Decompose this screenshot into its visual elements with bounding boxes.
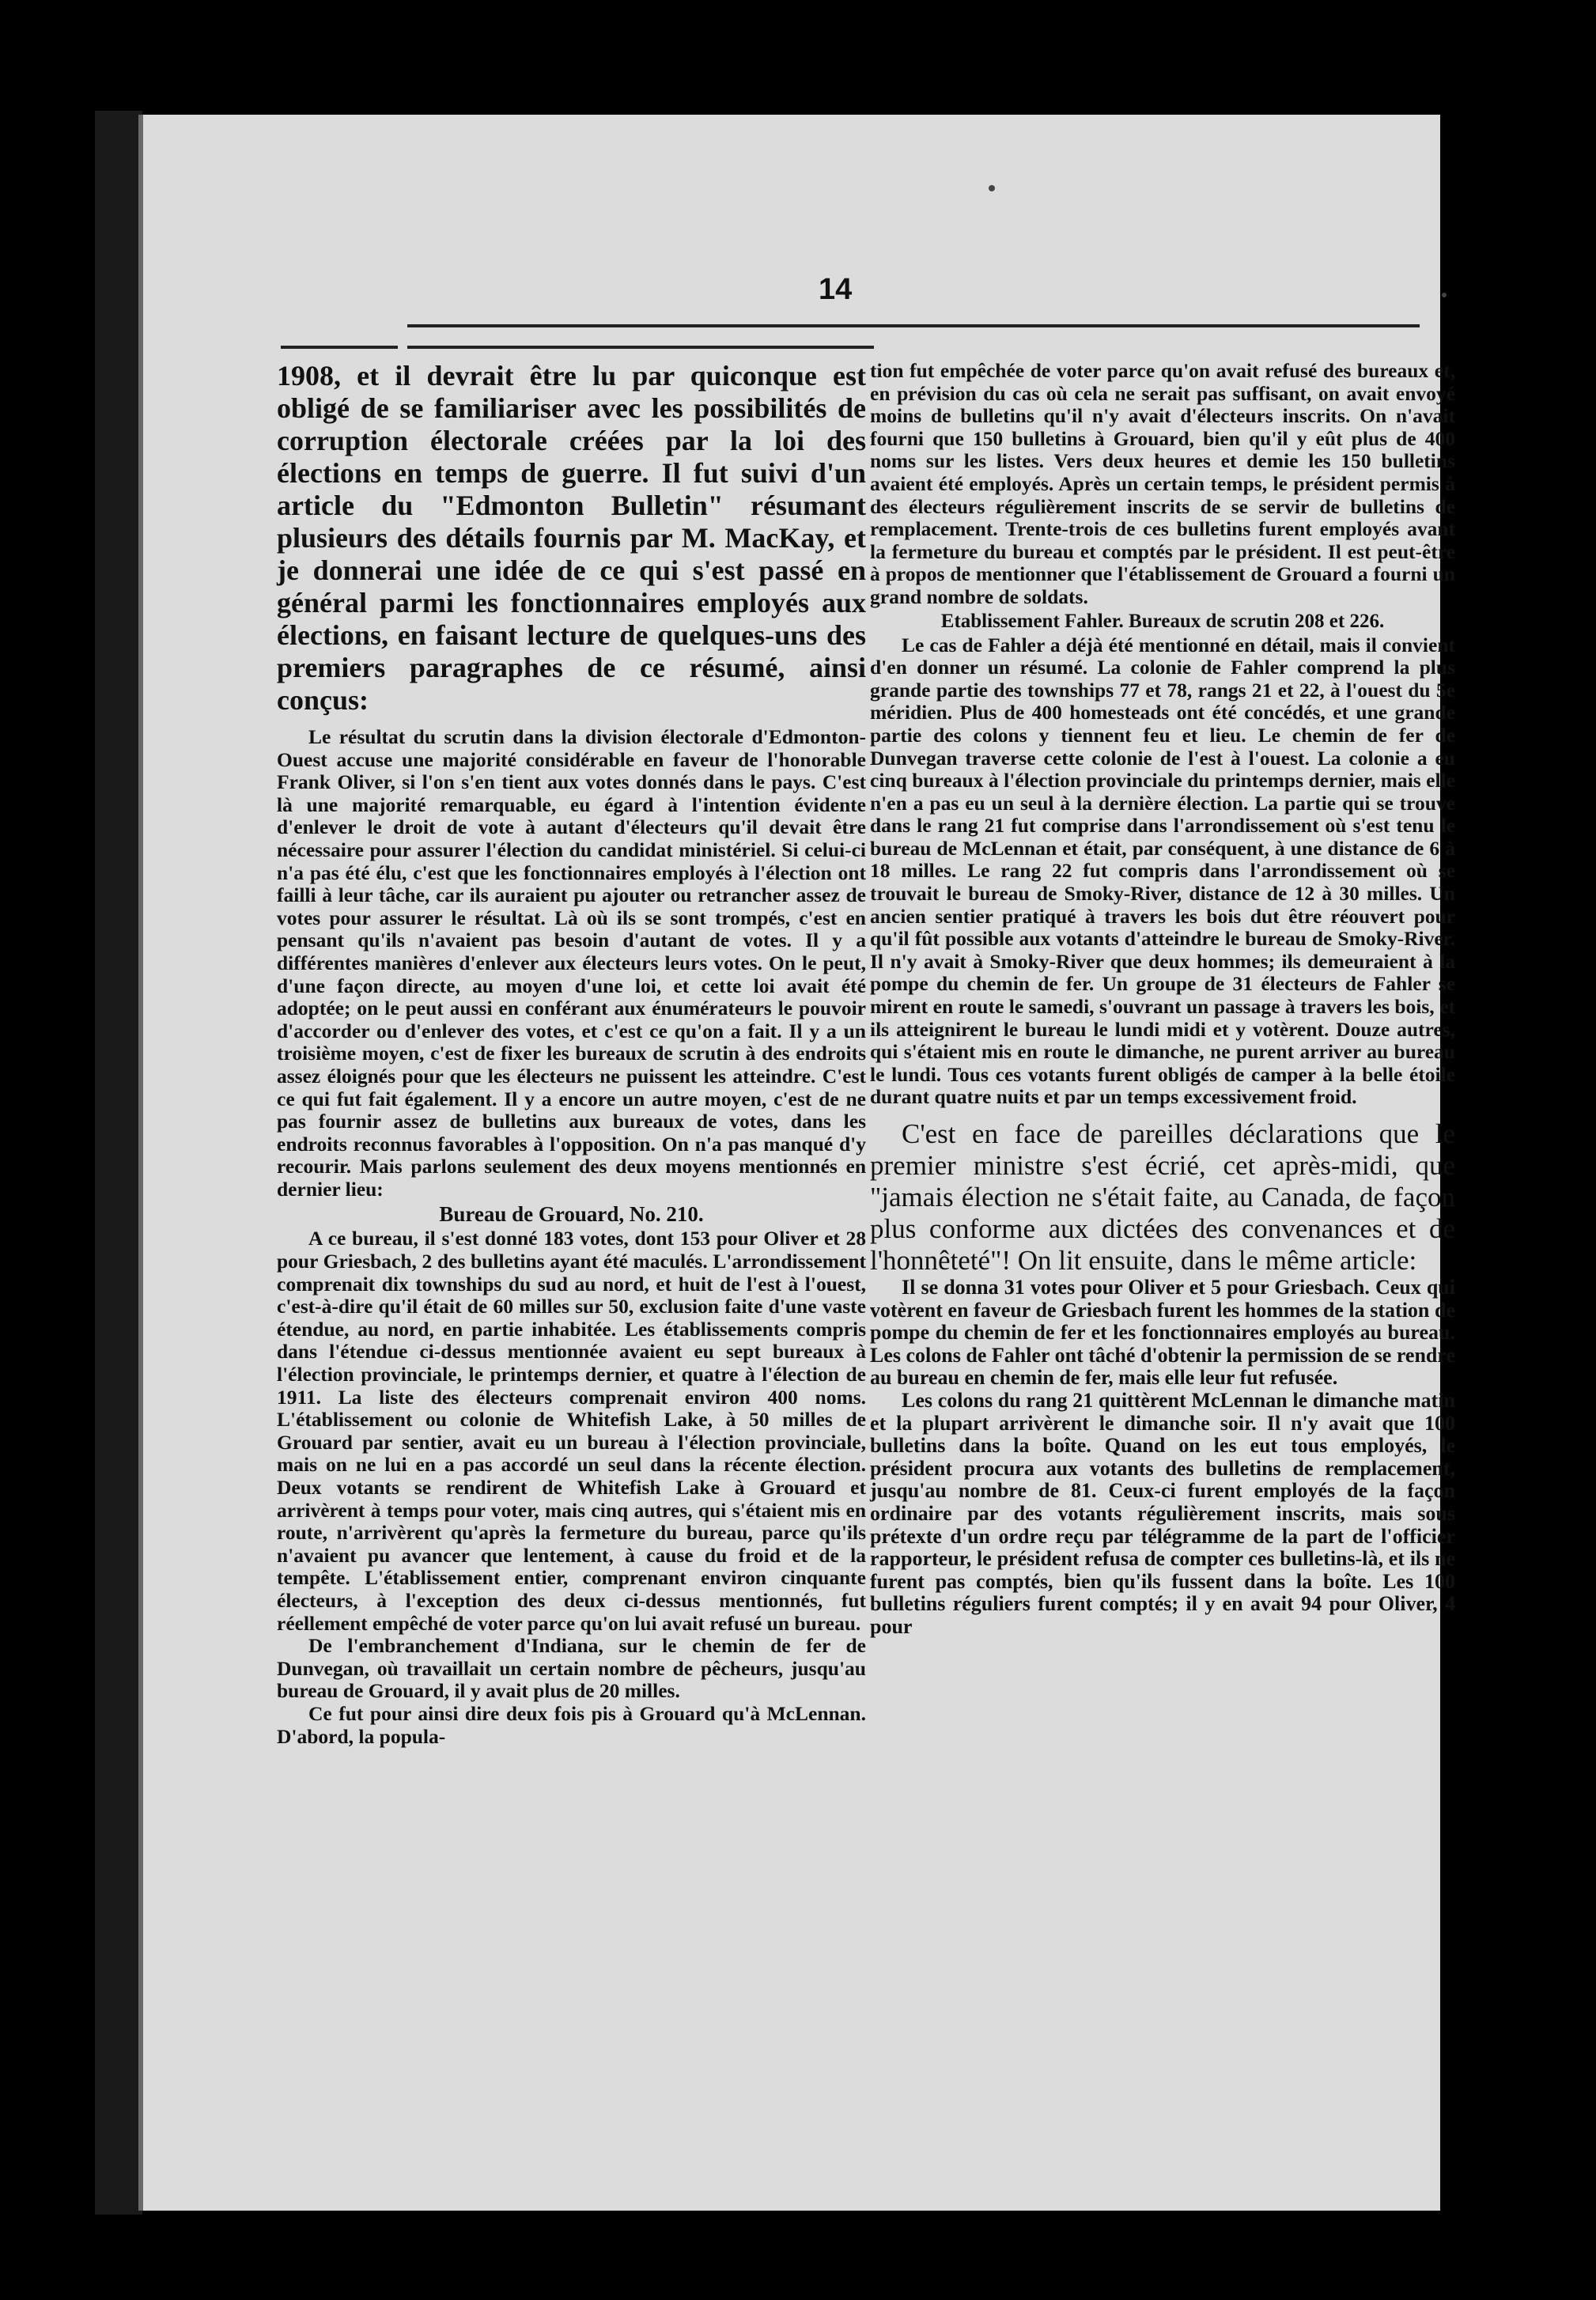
quote-paragraph: Le cas de Fahler a déjà été mentionné en détail, mais il convient d'en donner un résumé. La colonie de Fahler comprend la plus grande partie des townships 77 et 78, rangs 21 et 22, à l'ouest du 5e méridien. Plus de 400 homesteads ont été concédés, et une grande partie des colons y tiennent feu et lieu. Le chemin de fer de Dunvegan traverse cette colonie de l'est à l'ouest. La colonie a eu cinq bureaux à l'élection provinciale du printemps dernier, mais elle n'en a pas eu un seul à la dernière élection. La partie qui se trouve dans le rang 21 fut comprise dans l'arrondissement où s'est tenu le bureau de McLennan et était, par conséquent, à une distance de 6 à 18 milles. Le rang 22 fut compris dans l'arrondissement où se trouvait le bureau de Smoky-River, distance de 12 à 30 milles. Un ancien sentier pratiqué à travers les bois dut être réouvert pour qu'il fût possible aux votants d'atteindre le bureau de Smoky-River. Il n'y avait à Smoky-River que deux hommes; ils demeuraient à la pompe du chemin de fer. Un groupe de 31 électeurs de Fahler se mirent en route le samedi, s'ouvrant un passage à travers les bois, et ils atteignirent le bureau le lundi midi et y votèrent. Douze autres, qui s'étaient mis en route le dimanche, ne purent arriver au bureau le lundi. Tous ces votants furent obligés de camper à la belle étoile durant quatre nuits et par un temps excessivement froid. <box>870 633 1455 1109</box>
section-heading: Bureau de Grouard, No. 210. <box>439 1202 704 1227</box>
scan-speck <box>989 185 995 191</box>
quote-paragraph: tion fut empêchée de voter parce qu'on avait refusé des bureaux et, en prévision du cas où cela ne serait pas suffisant, on avait envoyé moins de bulletins qu'il n'y avait d'électeurs inscrits. On n'avait fourni que 150 bulletins à Grouard, bien qu'il y eût plus de 400 noms sur les listes. Vers deux heures et demie les 150 bulletins avaient été employés. Après un certain temps, le président permis à des électeurs régulièrement inscrits de se servir de bulletins de remplacement. Trente-trois de ces bulletins furent employés avant la fermeture du bureau et comptés par le président. Il est peut-être à propos de mentionner que l'établissement de Grouard a fourni un grand nombre de soldats. <box>870 359 1455 608</box>
scan-margin-strip <box>95 111 142 2215</box>
speech-paragraph: C'est en face de pareilles déclarations que le premier ministre s'est écrié, cet après-midi, que "jamais élection ne s'était faite, au Canada, de façon plus conforme aux dictées des convenances et de l'honnêteté"! On lit ensuite, dans le même article: <box>870 1118 1455 1276</box>
right-column <box>870 360 1455 1639</box>
section-heading: Etablissement Fahler. Bureaux de scrutin 208 et 226. <box>940 610 1385 632</box>
page-number: 14 <box>819 273 853 306</box>
column-rule-left-long <box>407 346 874 349</box>
header-rule <box>407 324 1420 327</box>
quote-paragraph: A ce bureau, il s'est donné 183 votes, dont 153 pour Oliver et 28 pour Griesbach, 2 des bulletins ayant été maculés. L'arrondissement comprenait dix townships du sud au nord, et huit de l'est à l'ouest, c'est-à-dire qu'il était de 60 milles sur 50, exclusion faite d'une vaste étendue, au nord, en partie inhabitée. Les établissements compris dans l'étendue ci-dessus mentionnée avaient eu sept bureaux à l'élection provinciale, le printemps dernier, et quatre à l'élection de 1911. La liste des électeurs comprenait environ 400 noms. L'établissement ou colonie de Whitefish Lake, à 50 milles de Grouard par sentier, avait eu un bureau à l'élection provinciale, mais on ne lui en a pas accordé un seul dans la récente élection. Deux votants se rendirent de Whitefish Lake à Grouard et arrivèrent à temps pour voter, mais cinq autres, qui s'étaient mis en route, n'arrivèrent qu'après la fermeture du bureau, parce qu'ils n'avaient pu avancer que lentement, à cause du froid et de la tempête. L'établissement entier, comprenant environ cinquante électeurs, à l'exception des deux ci-dessus mentionnés, fut réellement empêché de voter parce qu'on lui avait refusé un bureau. <box>277 1227 866 1635</box>
spacer <box>870 1109 1455 1118</box>
column-rule-left-short <box>281 346 398 349</box>
quote-paragraph: Il se donna 31 votes pour Oliver et 5 pour Griesbach. Ceux qui votèrent en faveur de Griesbach furent les hommes de la station de pompe du chemin de fer et les fonctionnaires employés au bureau. Les colons de Fahler ont tâché d'obtenir la permission de se rendre au bureau en chemin de fer, mais elle leur fut refusée. <box>870 1276 1455 1390</box>
intro-paragraph: 1908, et il devrait être lu par quiconque est obligé de se familiariser avec les possibilités de corruption électorale créées par la loi des élections en temps de guerre. Il fut suivi d'un article du "Edmonton Bulletin" résumant plusieurs des détails fournis par M. MacKay, et je donnerai une idée de ce qui s'est passé en général parmi les fonctionnaires employés aux élections, en faisant lecture de quelques-uns des premiers paragraphes de ce résumé, ainsi conçus: <box>277 360 866 716</box>
left-column <box>277 360 866 1748</box>
quote-paragraph: De l'embranchement d'Indiana, sur le chemin de fer de Dunvegan, où travaillait un certain nombre de pêcheurs, jusqu'au bureau de Grouard, il y avait plus de 20 milles. <box>277 1634 866 1703</box>
quote-paragraph: Ce fut pour ainsi dire deux fois pis à Grouard qu'à McLennan. D'abord, la popula- <box>277 1701 866 1748</box>
quote-paragraph: Les colons du rang 21 quittèrent McLennan le dimanche matin et la plupart arrivèrent le dimanche soir. Il n'y avait que 100 bulletins dans la boîte. Quand on les eut tous employés, le président procura aux votants des bulletins de remplacement, jusqu'au nombre de 81. Ceux-ci furent employés de la façon ordinaire par des votants régulièrement inscrits, mais sous prétexte d'un ordre reçu par télégramme de la part de l'officier rapporteur, le président refusa de compter ces bulletins-là, et ils ne furent pas comptés, bien qu'ils fussent dans la boîte. Les 100 bulletins réguliers furent comptés; il y en avait 94 pour Oliver, 4 pour <box>870 1388 1455 1638</box>
quote-paragraph: Le résultat du scrutin dans la division électorale d'Edmonton-Ouest accuse une majorité considérable en faveur de l'honorable Frank Oliver, si l'on s'en tient aux votes donnés dans le pays. C'est là une majorité remarquable, eu égard à l'intention évidente d'enlever le droit de vote à autant d'électeurs qu'il devait être nécessaire pour assurer l'élection du candidat ministériel. Si celui-ci n'a pas été élu, c'est que les fonctionnaires employés à l'élection ont failli à leur tâche, car ils auraient pu ajouter ou retrancher assez de votes pour assurer le résultat. Là où ils se sont trompés, c'est en pensant qu'ils n'avaient pas besoin d'autant de votes. Il y a différentes manières d'enlever aux électeurs leurs votes. On le peut, d'une façon directe, au moyen d'une loi, et cette loi avait été adoptée; on le peut aussi en conférant aux énumérateurs le pouvoir d'accorder ou d'enlever des votes, et c'est ce qu'on a fait. Il y a un troisième moyen, c'est de fixer les bureaux de scrutin à des endroits assez éloignés pour que les électeurs ne puissent les atteindre. C'est ce qui fut fait également. Il y a encore un autre moyen, c'est de ne pas fournir assez de bulletins aux bureaux de votes, dans les endroits reconnus favorables à l'opposition. On n'a pas manqué d'y recourir. Mais parlons seulement des deux moyens mentionnés en dernier lieu: <box>277 725 866 1201</box>
scan-speck <box>1442 293 1447 297</box>
